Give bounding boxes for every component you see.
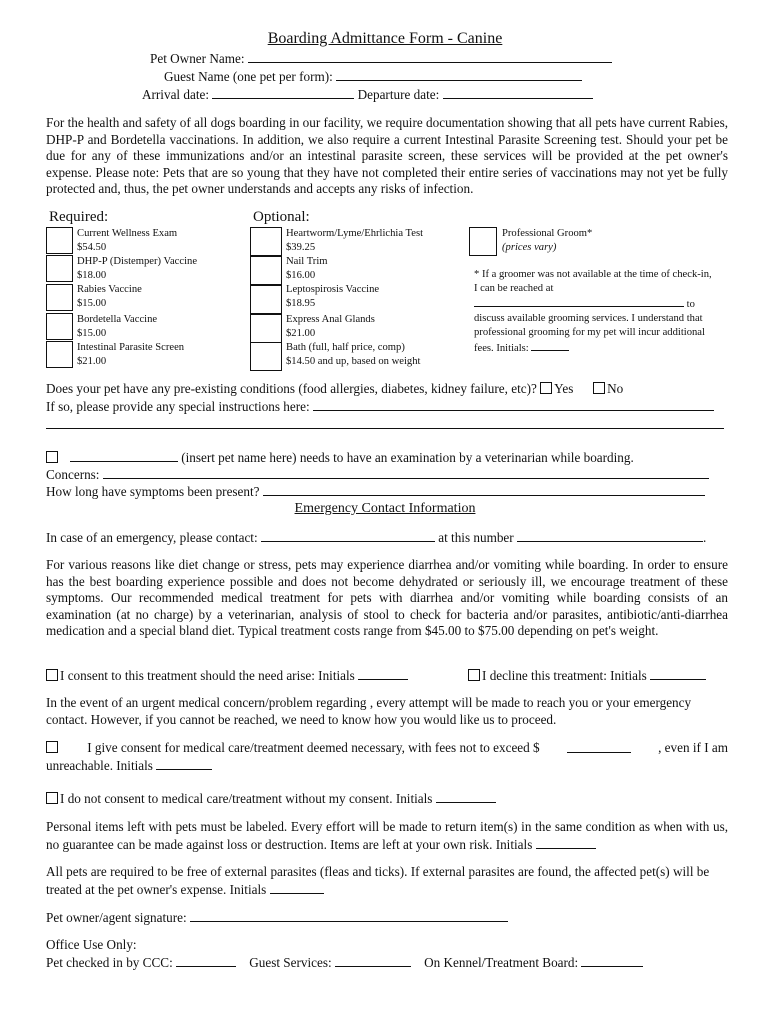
medical-consent-label-b: , even if I am: [658, 740, 728, 755]
no-consent-initials[interactable]: [436, 790, 496, 803]
instructions-row: [46, 398, 714, 416]
required-item: Intestinal Parasite Screen $21.00: [77, 342, 185, 367]
symptoms-row: [46, 483, 705, 501]
required-heading: Required:: [49, 209, 109, 225]
page-title: Boarding Admittance Form - Canine: [267, 30, 503, 47]
guest-services-field[interactable]: [335, 954, 411, 967]
required-item: Current Wellness Exam $54.50: [77, 228, 178, 253]
optional-item: Heartworm/Lyme/Ehrlichia Test $39.25: [286, 228, 424, 253]
required-checkbox-3[interactable]: [46, 284, 73, 311]
diarrhea-paragraph: For various reasons like diet change or stress, pets may experience diarrhea and/or vomiting while boarding. In order to ensure has the best boarding experience possible and does not become dehydrated or seriously ill, we encourage treatment of these symptoms. Our recommended medical treatment for pets with diarrhea and/or vomiting while boarding consists of an examination (at no charge) by a veterinarian, analysis of stool to check for bacteria and/or parasites, antibiotic/anti-diarrhea medication and a special bland diet. Typical treatment costs range from $45.00 to $75.00 depending on pet's weight.: [46, 557, 728, 639]
arrival-label: Arrival date:: [142, 87, 210, 102]
personal-items-initials[interactable]: [536, 836, 596, 849]
personal-items-paragraph: Personal items left with pets must be labeled. Every effort will be made to return item(s) in the same condition as when with us, no guarantee can be made against loss or destruction. Items are left at your own risk. Initials: [46, 819, 728, 852]
exam-text: (insert pet name here) needs to have an examination by a veterinarian while boarding.: [181, 450, 634, 465]
emergency-contact-field[interactable]: [261, 529, 435, 542]
guest-name-row: [164, 68, 582, 86]
optional-item: Nail Trim $16.00: [286, 256, 328, 281]
kennel-field[interactable]: [581, 954, 643, 967]
symptoms-field[interactable]: [263, 483, 705, 496]
groom-item: Professional Groom* (prices vary): [502, 228, 593, 253]
optional-checkbox-2[interactable]: [250, 256, 282, 285]
medical-consent-label: I give consent for medical care/treatment deemed necessary, with fees not to exceed $: [87, 740, 540, 755]
no-consent-label: I do not consent to medical care/treatment without my consent. Initials: [60, 791, 433, 806]
yes-checkbox[interactable]: [540, 382, 552, 394]
instructions-line-2[interactable]: [46, 428, 724, 429]
pet-name-field[interactable]: [70, 449, 178, 462]
checked-in-field[interactable]: [176, 954, 236, 967]
medical-consent-checkbox[interactable]: [46, 741, 58, 753]
optional-heading: Optional:: [253, 209, 310, 225]
guest-name-label: Guest Name (one pet per form):: [164, 69, 333, 84]
symptoms-label: How long have symptoms been present?: [46, 484, 260, 499]
required-checkbox-2[interactable]: [46, 255, 73, 282]
optional-checkbox-1[interactable]: [250, 227, 282, 256]
groom-contact-field[interactable]: [474, 296, 684, 307]
conditions-question: Does your pet have any pre-existing conditions (food allergies, diabetes, kidney failure, etc)?: [46, 381, 537, 396]
concerns-label: Concerns:: [46, 467, 100, 482]
consent-treatment-label: I consent to this treatment should the need arise: Initials: [60, 668, 355, 683]
optional-item: Leptospirosis Vaccine $18.95: [286, 284, 380, 309]
signature-field[interactable]: [190, 909, 508, 922]
parasites-paragraph: All pets are required to be free of external parasites (fleas and ticks). If external parasites are found, the affected pet(s) will be treated at the pet owner's expense. Initials: [46, 864, 710, 897]
optional-checkbox-4[interactable]: [250, 314, 282, 343]
exam-row: [46, 449, 634, 467]
optional-item: Bath (full, half price, comp) $14.50 and up, based on weight: [286, 342, 421, 367]
consent-treatment-checkbox[interactable]: [46, 669, 58, 681]
concerns-row: [46, 466, 709, 484]
arrival-date-field[interactable]: [212, 86, 354, 99]
groom-note: * If a groomer was not available at the time of check-in, I can be reached at to discuss available grooming services. I understand that professional grooming for my pet will incur additional fees. Initials:: [474, 269, 712, 354]
medical-consent-row: [46, 740, 728, 774]
emergency-number-field[interactable]: [517, 529, 703, 542]
max-fee-field[interactable]: [567, 740, 631, 753]
office-row: [46, 954, 643, 972]
instructions-field[interactable]: [313, 398, 714, 411]
owner-name-field[interactable]: [248, 50, 612, 63]
no-consent-checkbox[interactable]: [46, 792, 58, 804]
emergency-heading: Emergency Contact Information: [294, 501, 476, 516]
consent-treatment-row: [46, 667, 408, 685]
departure-label: Departure date:: [357, 87, 440, 102]
office-title: Office Use Only:: [46, 937, 137, 952]
parasites-initials[interactable]: [270, 881, 324, 894]
required-item: Bordetella Vaccine $15.00: [77, 314, 158, 339]
concerns-field[interactable]: [103, 466, 709, 479]
checked-in-label: Pet checked in by CCC:: [46, 955, 173, 970]
consent-treatment-initials[interactable]: [358, 667, 408, 680]
required-item: Rabies Vaccine $15.00: [77, 284, 142, 309]
groom-initials-field[interactable]: [531, 340, 569, 351]
decline-treatment-checkbox[interactable]: [468, 669, 480, 681]
optional-checkbox-5[interactable]: [250, 342, 282, 371]
guest-services-label: Guest Services:: [249, 955, 332, 970]
urgent-paragraph: In the event of an urgent medical concern/problem regarding , every attempt will be made to reach you or your emergency contact. However, if you cannot be reached, we need to know how you would like us to proceed.: [46, 695, 692, 727]
no-checkbox[interactable]: [593, 382, 605, 394]
emergency-contact-label: In case of an emergency, please contact:: [46, 530, 258, 545]
instructions-label: If so, please provide any special instructions here:: [46, 399, 310, 414]
optional-checkbox-3[interactable]: [250, 285, 282, 314]
signature-row: [46, 909, 508, 927]
required-item: DHP-P (Distemper) Vaccine $18.00: [77, 256, 198, 281]
groom-checkbox[interactable]: [469, 227, 497, 256]
no-label: No: [607, 381, 624, 396]
optional-item: Express Anal Glands $21.00: [286, 314, 375, 339]
kennel-label: On Kennel/Treatment Board:: [424, 955, 579, 970]
yes-label: Yes: [554, 381, 574, 396]
conditions-row: [46, 381, 623, 398]
decline-treatment-initials[interactable]: [650, 667, 706, 680]
required-checkbox-1[interactable]: [46, 227, 73, 254]
guest-name-field[interactable]: [336, 68, 582, 81]
no-consent-row: [46, 790, 496, 808]
decline-treatment-row: [468, 667, 706, 685]
emergency-number-label: at this number: [438, 530, 514, 545]
signature-label: Pet owner/agent signature:: [46, 910, 187, 925]
intro-paragraph: For the health and safety of all dogs boarding in our facility, we require documentation showing that all pets have current Rabies, DHP-P and Bordetella vaccinations. In addition, we also require a current Intestinal Parasite Screening test. Should your pet be due for any of these immunizations and/or an intestinal parasite screen, these services will be provided at the pet owner's expense. Please note: Pets that are so young that they have not completed their entire series of vaccinations may not yet be fully protected and, thus, the pet owner understands and accepts any risks of infection.: [46, 115, 728, 197]
required-checkbox-4[interactable]: [46, 313, 73, 340]
required-checkbox-5[interactable]: [46, 341, 73, 368]
owner-name-row: [150, 50, 612, 68]
departure-date-field[interactable]: [443, 86, 593, 99]
dates-row: [142, 86, 593, 104]
medical-consent-initials[interactable]: [156, 757, 212, 770]
emergency-row: In case of an emergency, please contact: at this number .: [46, 530, 707, 545]
medical-consent-initials-label: unreachable. Initials: [46, 757, 153, 773]
exam-checkbox[interactable]: [46, 451, 58, 463]
decline-treatment-label: I decline this treatment: Initials: [482, 668, 647, 683]
owner-name-label: Pet Owner Name:: [150, 51, 245, 66]
